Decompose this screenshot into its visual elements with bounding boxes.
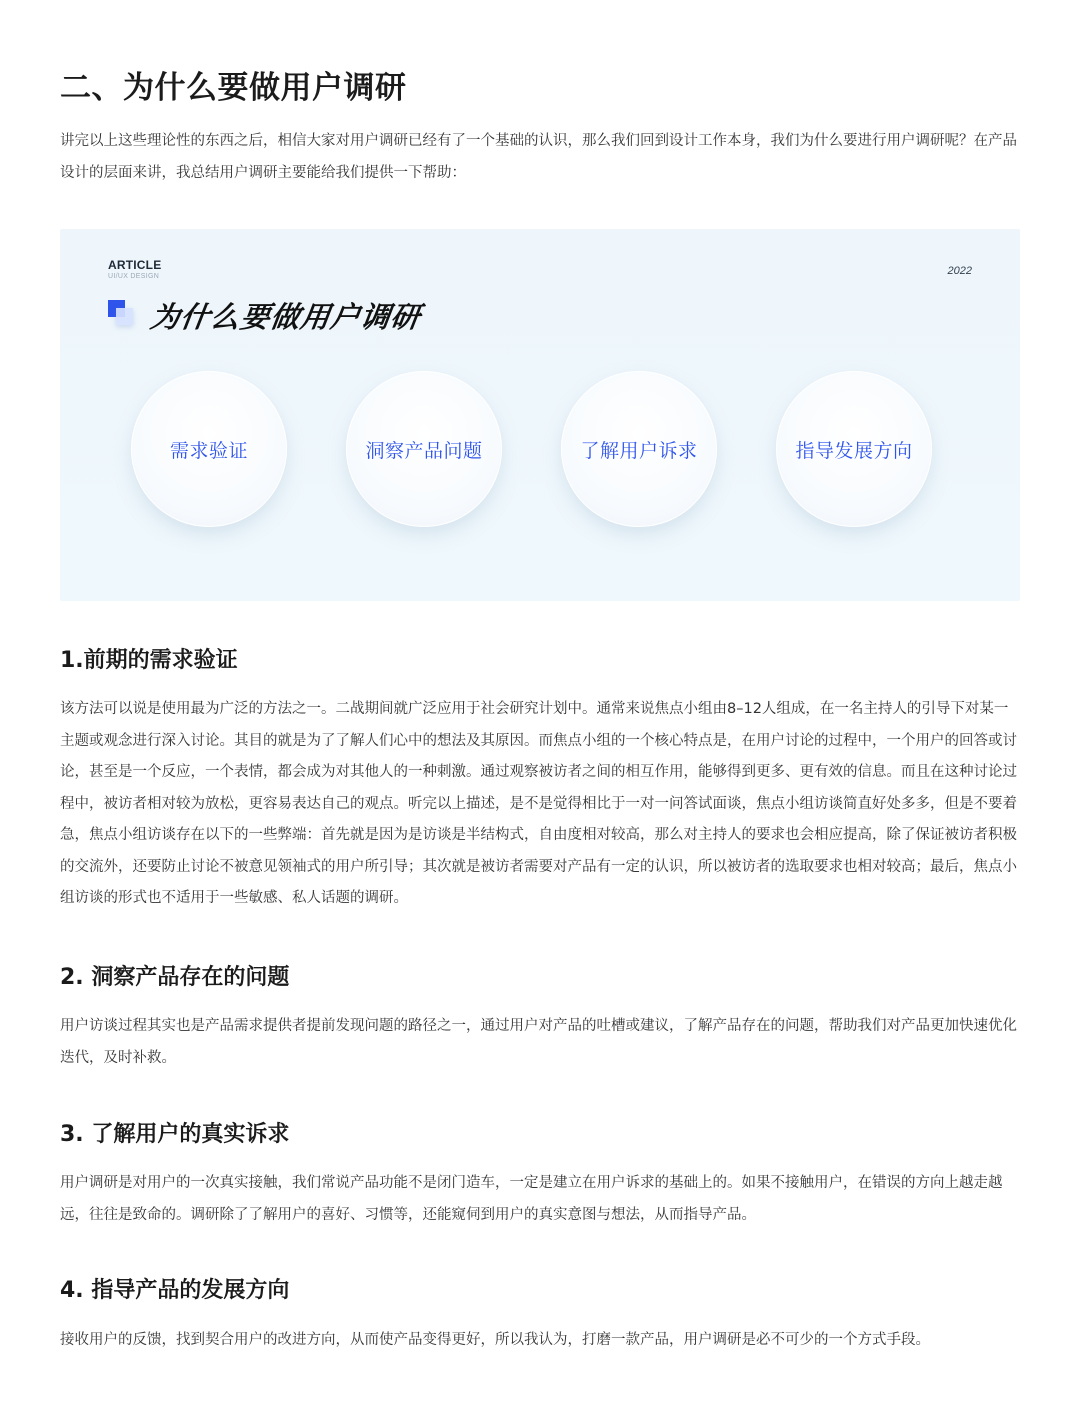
banner-label: ARTICLE	[108, 258, 162, 272]
banner-image	[60, 229, 1020, 601]
section-heading: 1.前期的需求验证	[60, 648, 238, 673]
circle-product-insight	[346, 371, 502, 527]
circle-user-needs	[561, 371, 717, 527]
banner-sublabel: UI/UX DESIGN	[108, 273, 160, 280]
section-body: 接收用户的反馈，找到契合用户的改进方向，从而使产品变得更好，所以我认为，打磨一款产品，用户调研是必不可少的一个方式手段。	[60, 1332, 930, 1348]
section-heading: 3. 了解用户的真实诉求	[60, 1122, 290, 1147]
banner-title: 为什么要做用户调研	[148, 300, 424, 334]
circle-label: 洞察产品问题	[365, 439, 483, 462]
square-mark-icon	[108, 300, 134, 326]
intro-paragraph: 讲完以上这些理论性的东西之后，相信大家对用户调研已经有了一个基础的认识，那么我们回到设计工作本身，我们为什么要进行用户调研呢？在产品设计的层面来讲，我总结用户调研主要能给我们提供一下帮助：	[60, 133, 1017, 181]
circle-label: 了解用户诉求	[580, 439, 698, 462]
circle-label: 指导发展方向	[795, 439, 913, 462]
section-heading: 4. 指导产品的发展方向	[60, 1278, 290, 1303]
section-body: 该方法可以说是使用最为广泛的方法之一。二战期间就广泛应用于社会研究计划中。通常来说焦点小组由8–12人组成，在一名主持人的引导下对某一主题或观念进行深入讨论。其目的就是为了了解人们心中的想法及其原因。而焦点小组的一个核心特点是，在用户讨论的过程中，一个用户的回答或讨论，甚至是一个反应，一个表情，都会成为对其他人的一种刺激。通过观察被访者之间的相互作用，能够得到更多、更有效的信息。而且在这种讨论过程中，被访者相对较为放松，更容易表达自己的观点。听完以上描述，是不是觉得相比于一对一问答试面谈，焦点小组访谈简直好处多多，但是不要着急，焦点小组访谈存在以下的一些弊端：首先就是因为是访谈是半结构式，自由度相对较高，那么对主持人的要求也会相应提高，除了保证被访者积极的交流外，还要防止讨论不被意见领袖式的用户所引导；其次就是被访者需要对产品有一定的认识，所以被访者的选取要求也相对较高；最后，焦点小组访谈的形式也不适用于一些敏感、私人话题的调研。	[60, 701, 1017, 906]
article-heading: 二、为什么要做用户调研	[60, 70, 407, 106]
banner-year: 2022	[947, 265, 972, 277]
circle-label: 需求验证	[169, 439, 248, 462]
section-body: 用户调研是对用户的一次真实接触，我们常说产品功能不是闭门造车，一定是建立在用户诉求的基础上的。如果不接触用户，在错误的方向上越走越远，往往是致命的。调研除了了解用户的喜好、习惯等，还能窥伺到用户的真实意图与想法，从而指导产品。	[60, 1175, 1003, 1223]
section-body: 用户访谈过程其实也是产品需求提供者提前发现问题的路径之一，通过用户对产品的吐槽或建议，了解产品存在的问题，帮助我们对产品更加快速优化迭代，及时补救。	[60, 1018, 1017, 1066]
section-heading: 2. 洞察产品存在的问题	[60, 965, 290, 990]
circle-requirement-validation	[131, 371, 287, 527]
circle-direction-guidance	[776, 371, 932, 527]
